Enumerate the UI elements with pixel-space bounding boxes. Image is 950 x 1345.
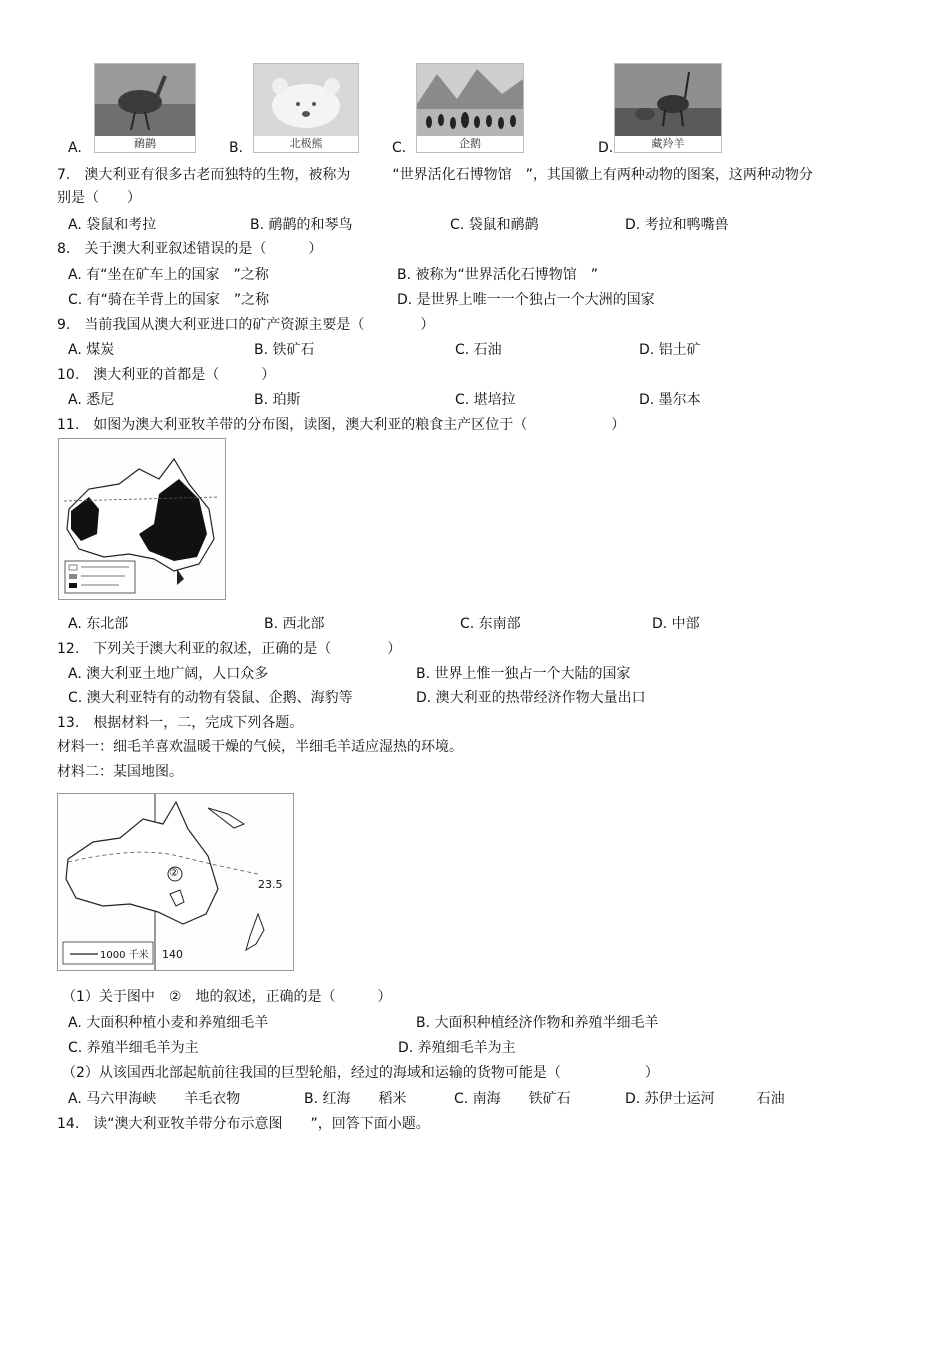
polar-bear-image xyxy=(254,64,358,136)
country-map xyxy=(57,793,294,971)
q12-option-a[interactable]: A. 澳大利亚土地广阔，人口众多 xyxy=(68,666,269,682)
q13-2-option-a[interactable]: A. 马六甲海峡 羊毛衣物 xyxy=(68,1091,241,1107)
q13-1-stem: （1）关于图中 ② 地的叙述，正确的是（ ） xyxy=(62,989,392,1005)
q10-stem: 10. 澳大利亚的首都是（ ） xyxy=(57,367,276,383)
q10-option-a[interactable]: A. 悉尼 xyxy=(68,392,115,408)
polar-bear-photo xyxy=(253,63,359,153)
q10-option-b[interactable]: B. 珀斯 xyxy=(254,392,301,408)
sheep-belt-map xyxy=(58,438,226,600)
q13-2-option-d[interactable]: D. 苏伊士运河 石油 xyxy=(625,1091,785,1107)
q8-stem: 8. 关于澳大利亚叙述错误的是（ ） xyxy=(57,241,323,257)
q13-1-option-d[interactable]: D. 养殖细毛羊为主 xyxy=(398,1040,516,1056)
q8-option-b[interactable]: B. 被称为“世界活化石博物馆 ” xyxy=(397,267,599,283)
q6-option-a-letter: A. xyxy=(68,140,82,156)
q9-option-c[interactable]: C. 石油 xyxy=(455,342,502,358)
q12-option-d[interactable]: D. 澳大利亚的热带经济作物大量出口 xyxy=(416,690,646,706)
q9-option-d[interactable]: D. 铝土矿 xyxy=(639,342,701,358)
q8-option-a[interactable]: A. 有“坐在矿车上的国家 ”之称 xyxy=(68,267,269,283)
q12-option-c[interactable]: C. 澳大利亚特有的动物有袋鼠、企鹅、海豹等 xyxy=(68,690,353,706)
tibetan-antelope-photo xyxy=(614,63,722,153)
q6-option-d-letter: D. xyxy=(598,140,614,156)
q14-stem: 14. 读“澳大利亚牧羊带分布示意图 ”，回答下面小题。 xyxy=(57,1116,430,1132)
q11-option-c[interactable]: C. 东南部 xyxy=(460,616,521,632)
q7-option-d[interactable]: D. 考拉和鸭嘴兽 xyxy=(625,217,729,233)
q13-1-option-c[interactable]: C. 养殖半细毛羊为主 xyxy=(68,1040,199,1056)
q9-option-a[interactable]: A. 煤炭 xyxy=(68,342,115,358)
q13-material-1: 材料一：细毛羊喜欢温暖干燥的气候，半细毛羊适应湿热的环境。 xyxy=(57,739,463,755)
q13-2-option-b[interactable]: B. 红海 稻米 xyxy=(304,1091,407,1107)
q11-option-b[interactable]: B. 西北部 xyxy=(264,616,325,632)
q10-option-d[interactable]: D. 墨尔本 xyxy=(639,392,701,408)
q13-2-stem: （2）从该国西北部起航前往我国的巨型轮船，经过的海域和运输的货物可能是（ ） xyxy=(62,1065,659,1081)
q9-stem: 9. 当前我国从澳大利亚进口的矿产资源主要是（ ） xyxy=(57,317,435,333)
q7-option-c[interactable]: C. 袋鼠和鸸鹋 xyxy=(450,217,539,233)
q12-option-b[interactable]: B. 世界上惟一独占一个大陆的国家 xyxy=(416,666,631,682)
sheep-belt-map-image xyxy=(59,439,225,599)
q7-stem-line2: 别是（ ） xyxy=(57,190,141,206)
polar-bear-caption: 北极熊 xyxy=(254,136,358,152)
q11-option-d[interactable]: D. 中部 xyxy=(652,616,700,632)
tibetan-antelope-image xyxy=(615,64,721,136)
penguin-caption: 企鹅 xyxy=(417,136,523,152)
q9-option-b[interactable]: B. 铁矿石 xyxy=(254,342,315,358)
q13-2-option-c[interactable]: C. 南海 铁矿石 xyxy=(454,1091,571,1107)
emu-photo xyxy=(94,63,196,153)
q8-option-d[interactable]: D. 是世界上唯一一个独占一个大洲的国家 xyxy=(397,292,655,308)
q7-option-a[interactable]: A. 袋鼠和考拉 xyxy=(68,217,157,233)
emu-image xyxy=(95,64,195,136)
map-latitude-label: 23.5 xyxy=(258,878,283,891)
q6-option-b-letter: B. xyxy=(229,140,244,156)
q13-stem: 13. 根据材料一，二，完成下列各题。 xyxy=(57,715,304,731)
map-scale-label: 1000 千米 xyxy=(100,950,149,961)
map-longitude-label: 140 xyxy=(162,948,183,961)
penguin-photo xyxy=(416,63,524,153)
penguin-image xyxy=(417,64,523,136)
q6-option-c-letter: C. xyxy=(392,140,407,156)
map-marker-2: ② xyxy=(169,866,179,879)
q8-option-c[interactable]: C. 有“骑在羊背上的国家 ”之称 xyxy=(68,292,270,308)
q10-option-c[interactable]: C. 堪培拉 xyxy=(455,392,516,408)
q11-option-a[interactable]: A. 东北部 xyxy=(68,616,129,632)
tibetan-antelope-caption: 藏羚羊 xyxy=(615,136,721,152)
q13-1-option-b[interactable]: B. 大面积种植经济作物和养殖半细毛羊 xyxy=(416,1015,659,1031)
q11-stem: 11. 如图为澳大利亚牧羊带的分布图，读图，澳大利亚的粮食主产区位于（ ） xyxy=(57,417,626,433)
q13-1-option-a[interactable]: A. 大面积种植小麦和养殖细毛羊 xyxy=(68,1015,269,1031)
q13-material-2: 材料二：某国地图。 xyxy=(57,764,183,780)
q12-stem: 12. 下列关于澳大利亚的叙述，正确的是（ ） xyxy=(57,641,402,657)
q7-stem-line1: 7. 澳大利亚有很多古老而独特的生物，被称为 “世界活化石博物馆 ”，其国徽上有两种动物的图案，这两种动物分 xyxy=(57,167,813,183)
q7-option-b[interactable]: B. 鸸鹋的和琴鸟 xyxy=(250,217,353,233)
emu-caption: 鸸鹋 xyxy=(95,136,195,152)
